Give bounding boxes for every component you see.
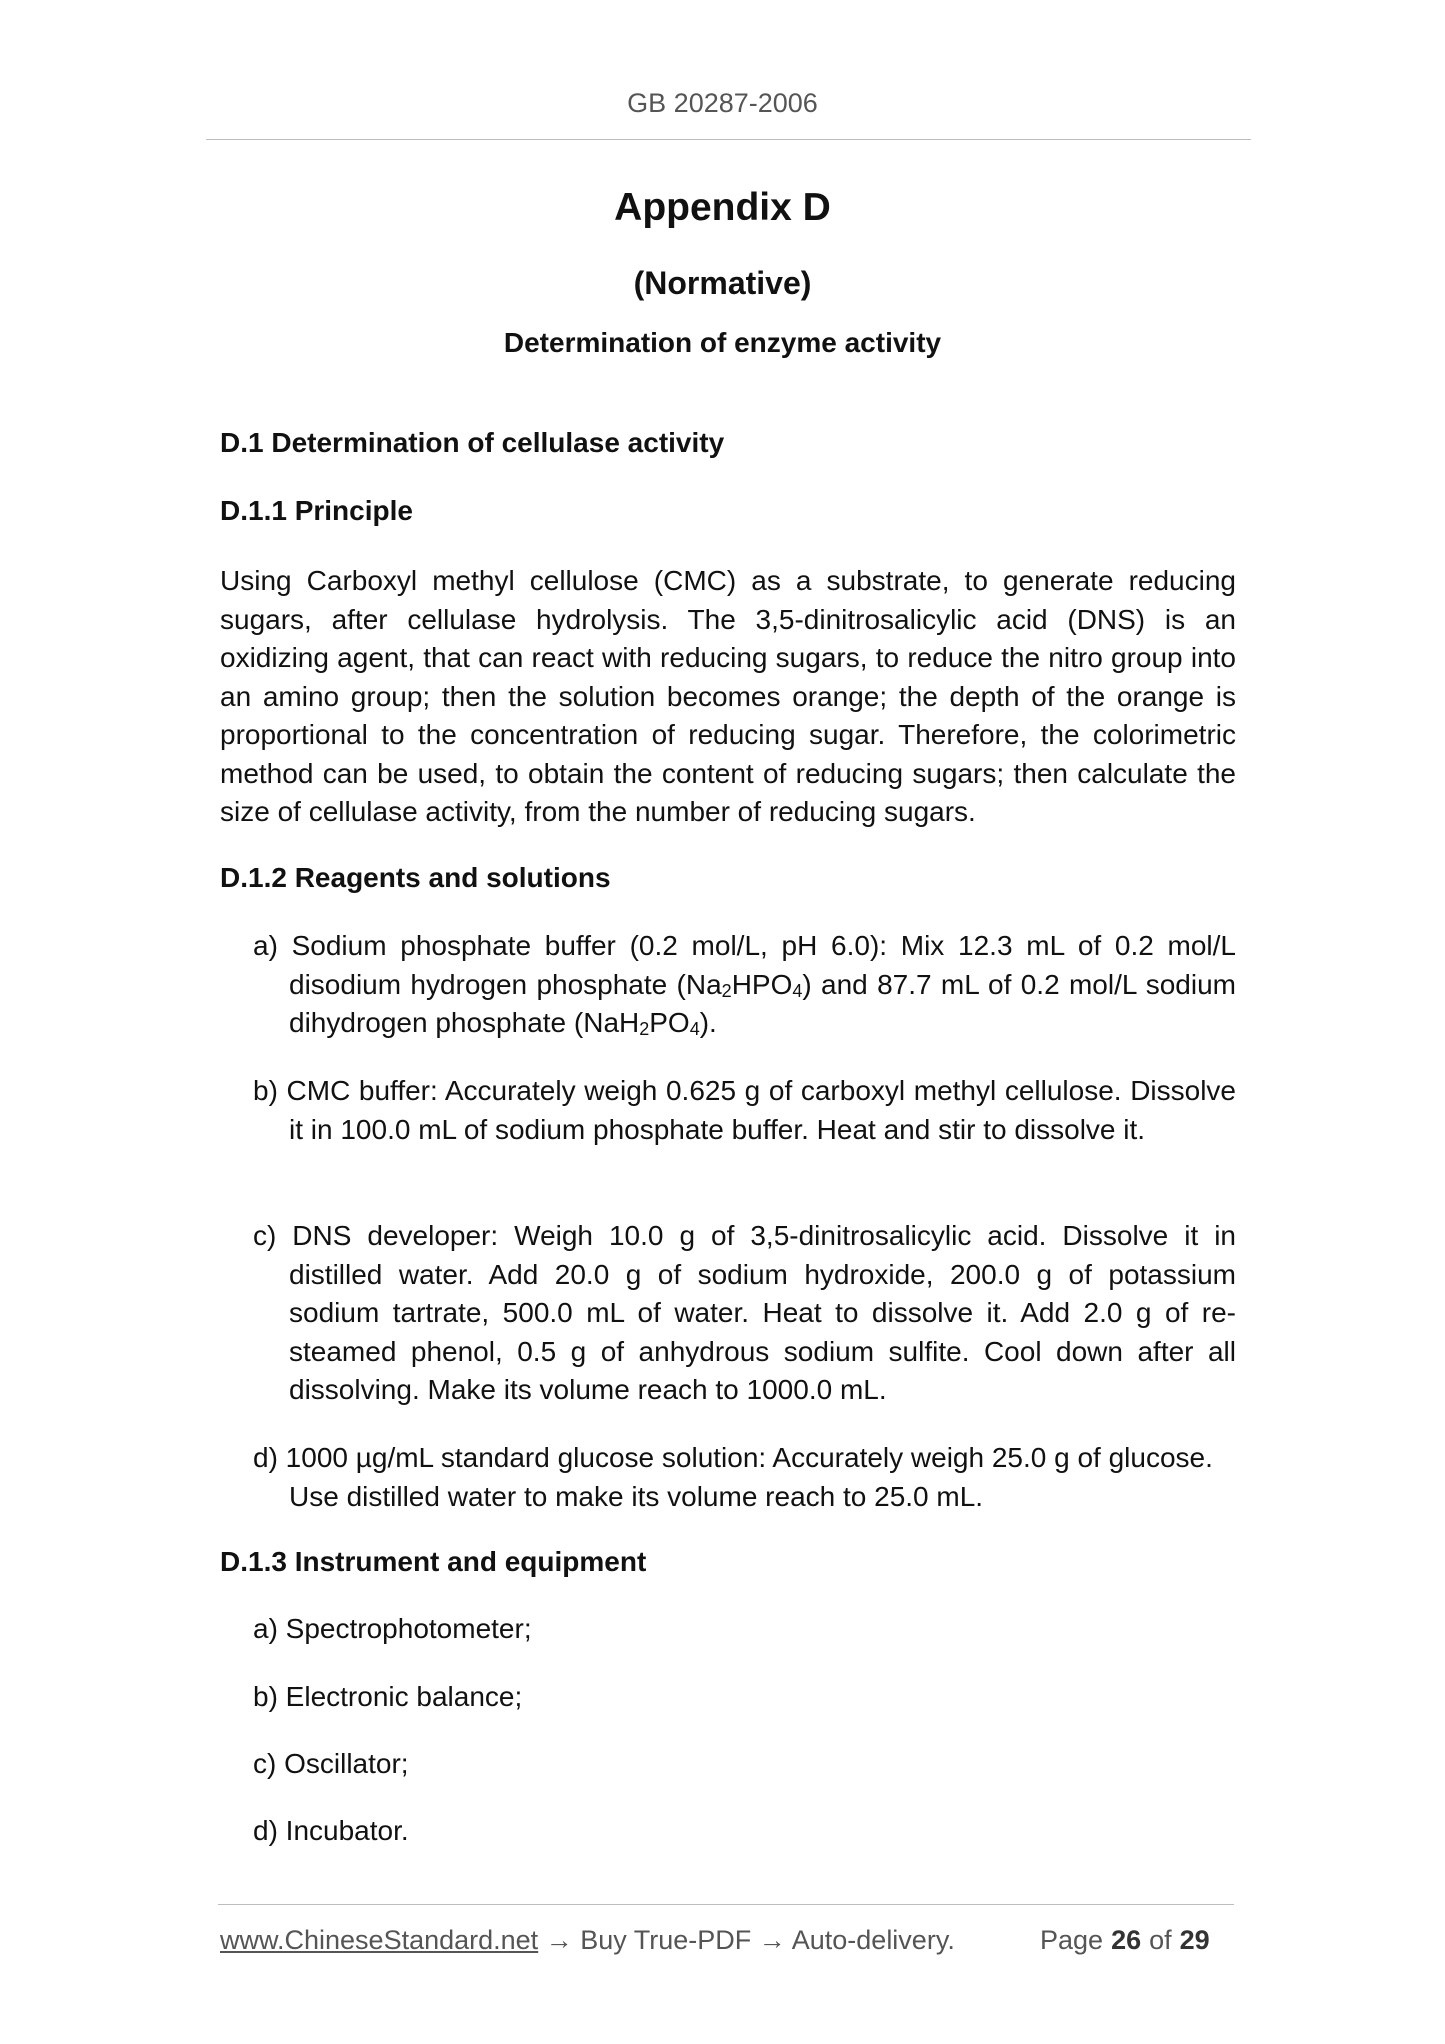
appendix-subtitle: (Normative) [633,265,812,301]
heading-d13: D.1.3 Instrument and equipment [220,1546,647,1577]
reagent-a-text-1: a) Sodium phosphate buffer (0.2 mol/L, pH 6.0): Mix 12.3 mL of 0.2 mol/L disodium hydrogen phosphate (Na [253,930,1236,1000]
reagent-a-text-3: ) and 87.7 mL of 0.2 mol/L sodium dihydrogen phosphate (NaH [289,968,1236,1038]
reagent-a-sub-3: 2 [639,1019,650,1039]
equipment-item: b) Electronic balance; [253,1681,523,1712]
reagent-a-text-5: ). [699,1007,717,1038]
reagent-item-d: d) 1000 µg/mL standard glucose solution: Accurately weigh 25.0 g of glucose. Use distilled water to make its volume reach to 25.0 mL. [253,1442,1213,1512]
heading-d11: D.1.1 Principle [220,495,413,526]
equipment-item: d) Incubator. [253,1815,409,1846]
page-indicator [1040,1925,1218,1956]
reagent-item-c: c) DNS developer: Weigh 10.0 g of 3,5-dinitrosalicylic acid. Dissolve it in distilled water. Add 20.0 g of sodium hydroxide, 200.0 g of potassium sodium tartrate, 500.0 mL of water. Heat to dissolve it. Add 2.0 g of re-steamed phenol, 0.5 g of anhydrous sodium sulfite. Cool down after all dissolving. Make its volume reach to 1000.0 mL. [253,1220,1236,1405]
equipment-item: c) Oscillator; [253,1748,409,1779]
footer-rule [218,1904,1234,1905]
appendix-title: Appendix D [614,186,831,229]
reagent-a-sub-1: 2 [721,980,732,1001]
reagent-a-sub-2: 4 [792,980,803,1001]
reagent-a-text-2: HPO [731,968,793,1000]
page-header-code: GB 20287-2006 [627,88,818,118]
reagent-a-sub-4: 4 [689,1019,700,1039]
reagent-a-text-4: PO [649,1007,690,1038]
page-label: Page [1040,1925,1104,1955]
equipment-item: a) Spectrophotometer; [253,1613,532,1644]
footer-tagline: → Buy True-PDF → Auto-delivery. [538,1925,955,1955]
heading-d12: D.1.2 Reagents and solutions [220,862,611,893]
total-page-number: 29 [1179,1925,1210,1955]
footer-promo [220,1925,955,1956]
website-link[interactable]: www.ChineseStandard.net [220,1925,539,1955]
reagent-item-b: b) CMC buffer: Accurately weigh 0.625 g of carboxyl methyl cellulose. Dissolve it in 100.0 mL of sodium phosphate buffer. Heat and stir to dissolve it. [253,1075,1236,1145]
principle-paragraph: Using Carboxyl methyl cellulose (CMC) as a substrate, to generate reducing sugars, after cellulase hydrolysis. The 3,5-dinitrosalicylic acid (DNS) is an oxidizing agent, that can react with reducing sugars, to reduce the nitro group into an amino group; then the solution becomes orange; the depth of the orange is proportional to the concentration of reducing sugar. Therefore, the colorimetric method can be used, to obtain the content of reducing sugars; then calculate the size of cellulase activity, from the number of reducing sugars. [220,565,1236,827]
current-page-number: 26 [1111,1925,1142,1955]
header-rule [206,139,1251,140]
heading-d1: D.1 Determination of cellulase activity [220,427,725,458]
page-of-label: of [1149,1925,1172,1955]
reagent-item-a [253,927,1236,1043]
appendix-section-title: Determination of enzyme activity [503,327,942,358]
